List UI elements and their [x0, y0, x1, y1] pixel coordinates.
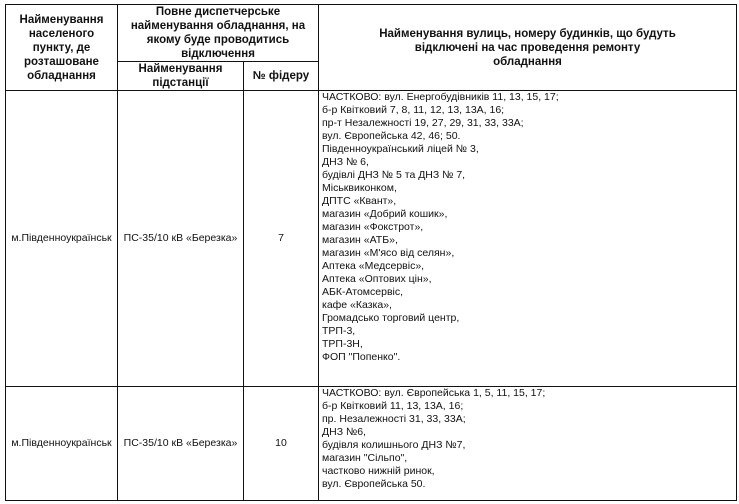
street-line: будівля колишнього ДНЗ №7, — [322, 439, 466, 451]
street-line: магазин «М'ясо від селян», — [322, 247, 455, 259]
street-line: ТРП-3Н, — [322, 338, 363, 350]
street-line: Аптека «Оптових цін», — [322, 273, 432, 285]
street-line: магазин «АТБ», — [322, 234, 398, 246]
table-row — [6, 387, 737, 501]
street-line: пр. Незалежності 31, 33, 33А; — [322, 413, 466, 425]
header-feeder: № фідеру — [244, 62, 319, 91]
street-line: магазин «Фокстрот», — [322, 221, 424, 233]
street-line: б-р Квітковий 7, 8, 11, 12, 13, 13А, 16; — [322, 104, 505, 116]
header-locality: Найменування населеного пункту, де розташоване обладнання — [6, 5, 118, 91]
streets-cell — [319, 91, 737, 387]
feeder-cell: 7 — [244, 91, 319, 387]
substation-cell: ПС-35/10 кВ «Березка» — [118, 91, 244, 387]
street-line: пр-т Незалежності 19, 27, 29, 31, 33, 33А; — [322, 117, 524, 129]
table-row — [6, 91, 737, 387]
feeder-cell: 10 — [244, 387, 319, 501]
street-line: будівлі ДНЗ № 5 та ДНЗ № 7, — [322, 169, 466, 181]
substation-cell: ПС-35/10 кВ «Березка» — [118, 387, 244, 501]
locality-cell: м.Південноукраїнськ — [6, 91, 118, 387]
street-line: АБК-Атомсервіс, — [322, 286, 404, 298]
street-line: б-р Квітковий 11, 13, 13А, 16; — [322, 400, 464, 412]
street-line: Міськвиконком, — [322, 182, 397, 194]
street-line: ЧАСТКОВО: вул. Енергобудівників 11, 13, 15, 17; — [322, 91, 559, 103]
street-line: Аптека «Медсервіс», — [322, 260, 425, 272]
streets-cell — [319, 387, 737, 501]
header-substation: Найменування підстанції — [118, 62, 244, 91]
street-line: Південноукраїнський ліцей № 3, — [322, 143, 479, 155]
street-line: ТРП-3, — [322, 325, 356, 337]
street-line: ДПТС «Квант», — [322, 195, 397, 207]
street-line: ДНЗ №6, — [322, 426, 366, 438]
street-line: магазин "Сільпо", — [322, 452, 408, 464]
locality-cell: м.Південноукраїнськ — [6, 387, 118, 501]
street-line: магазин «Добрий кошик», — [322, 208, 448, 220]
street-line: ЧАСТКОВО: вул. Європейська 1, 5, 11, 15, 17; — [322, 387, 546, 399]
header-streets: Найменування вулиць, номеру будинків, що будуть відключені на час проведення ремонту обладнання — [319, 5, 737, 91]
street-line: ДНЗ № 6, — [322, 156, 369, 168]
outage-schedule-table — [5, 4, 737, 501]
street-line: кафе «Казка», — [322, 299, 392, 311]
street-line: Громадсько торговий центр, — [322, 312, 460, 324]
street-line: вул. Європейська 50. — [322, 478, 426, 490]
street-line: вул. Європейська 42, 46; 50. — [322, 130, 461, 142]
header-equipment-group: Повне диспетчерське найменування обладнання, на якому буде проводитись відключення — [118, 5, 319, 62]
street-line: ФОП "Попенко". — [322, 351, 401, 363]
street-line: частково нижній ринок, — [322, 465, 435, 477]
